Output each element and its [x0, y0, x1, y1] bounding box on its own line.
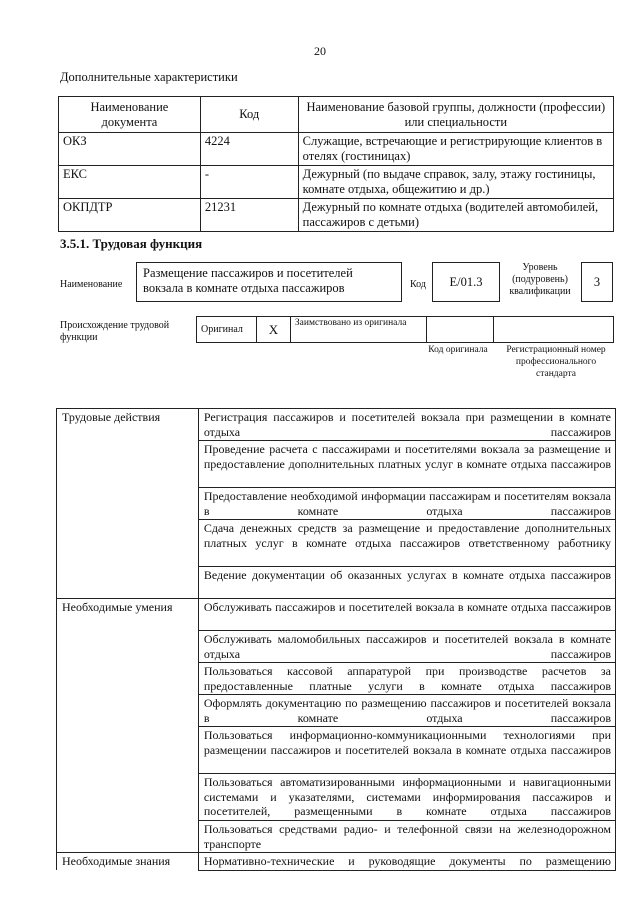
- row-code: -: [200, 166, 298, 199]
- table-row: [57, 853, 616, 871]
- level-label: Уровень (подуровень) квалификации: [509, 262, 571, 297]
- function-name-value: Размещение пассажиров и посетителей вокзала в комнате отдыха пассажиров: [143, 266, 353, 295]
- reg-number-caption: Регистрационный номер профессионального стандарта: [506, 345, 606, 379]
- table-row: [59, 133, 614, 166]
- original-mark: X: [256, 317, 290, 343]
- row-doc: ОКПДТР: [59, 199, 201, 232]
- code-box: [432, 262, 500, 302]
- function-title: 3.5.1. Трудовая функция: [60, 236, 203, 251]
- code-value: E/01.3: [449, 275, 483, 289]
- list-item: Пользоваться средствами радио- и телефонной связи на железнодорожном транспорте: [198, 821, 615, 853]
- main-table: [56, 408, 616, 871]
- row-name: Служащие, встречающие и регистрирующие клиентов в отелях (гостиницах): [298, 133, 613, 166]
- list-item: Нормативно-технические и руководящие документы по размещению: [198, 853, 615, 871]
- list-item: Предоставление необходимой информации пассажирам и посетителям вокзала в комнате отдыха пассажиров: [198, 488, 615, 520]
- row-code: 4224: [200, 133, 298, 166]
- list-item: Оформлять документацию по размещению пассажиров и посетителей вокзала в комнате отдыха пассажиров: [198, 695, 615, 727]
- list-item: Ведение документации об оказанных услугах в комнате отдыха пассажиров: [198, 567, 615, 599]
- name-label: Наименование: [60, 279, 123, 290]
- level-box: [581, 262, 613, 302]
- borrowed-label: Заимствовано из оригинала: [290, 317, 426, 343]
- list-item: Пользоваться автоматизированными информационными и навигационными системами и указателями, системами информирования пассажиров и посетителей, размещенными в комнате отдыха пассажиров: [198, 774, 615, 821]
- list-item: Пользоваться кассовой аппаратурой при производстве расчетов за предоставленные платные услуги в комнате отдыха пассажиров: [198, 663, 615, 695]
- row-code: 21231: [200, 199, 298, 232]
- code-label: Код: [410, 279, 426, 290]
- row-doc: ЕКС: [59, 166, 201, 199]
- table-row: [57, 409, 616, 441]
- header-doc: Наименование документа: [59, 97, 201, 133]
- row-name: Дежурный по комнате отдыха (водителей автомобилей, пассажиров с детьми): [298, 199, 613, 232]
- origin-code-cell: [426, 317, 494, 343]
- origin-code-caption: Код оригинала: [428, 345, 488, 355]
- list-item: Проведение расчета с пассажирами и посетителями вокзала за размещение и предоставление дополнительных платных услуг в комнате отдыха пассажиров: [198, 441, 615, 488]
- level-value: 3: [593, 275, 601, 289]
- row-doc: ОКЗ: [59, 133, 201, 166]
- origin-label: Происхождение трудовой функции: [60, 320, 170, 343]
- function-name-box: [136, 262, 402, 302]
- list-item: Обслуживать пассажиров и посетителей вокзала в комнате отдыха пассажиров: [198, 599, 615, 631]
- original-label: Оригинал: [197, 317, 257, 343]
- additional-table: [58, 96, 614, 232]
- row-name: Дежурный (по выдаче справок, залу, этажу гостиницы, комнате отдыха, общежитию и др.): [298, 166, 613, 199]
- reg-number-cell: [494, 317, 614, 343]
- additional-title: Дополнительные характеристики: [60, 70, 238, 84]
- list-item: Пользоваться информационно-коммуникационными технологиями при размещении пассажиров и посетителей вокзала в комнате отдыха пассажиров: [198, 727, 615, 774]
- origin-table: [196, 316, 614, 343]
- page-number: 20: [314, 44, 326, 58]
- header-name: Наименование базовой группы, должности (профессии) или специальности: [298, 97, 613, 133]
- additional-table-header: [59, 97, 614, 133]
- list-item: Сдача денежных средств за размещение и предоставление дополнительных платных услуг в комнате отдыха пассажиров ответственному работнику: [198, 520, 615, 567]
- section-label-skills: Необходимые умения: [57, 599, 199, 853]
- list-item: Регистрация пассажиров и посетителей вокзала при размещении в комнате отдыха пассажиров: [198, 409, 615, 441]
- section-label-knowledge: Необходимые знания: [57, 853, 199, 871]
- table-row: [57, 599, 616, 631]
- list-item: Обслуживать маломобильных пассажиров и посетителей вокзала в комнате отдыха пассажиров: [198, 631, 615, 663]
- header-code: Код: [200, 97, 298, 133]
- table-row: [59, 166, 614, 199]
- section-label-actions: Трудовые действия: [57, 409, 199, 599]
- table-row: [59, 199, 614, 232]
